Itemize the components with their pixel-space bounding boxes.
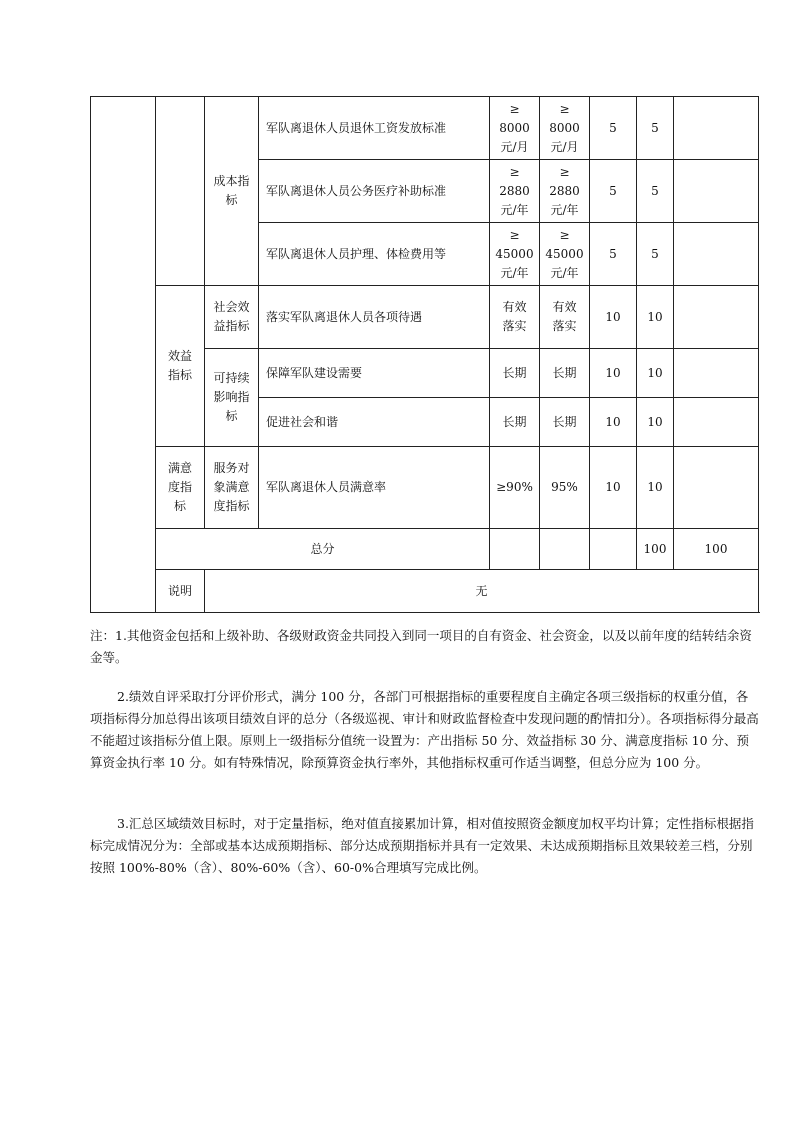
remark-cell	[674, 160, 759, 223]
score-value: 5	[637, 97, 674, 160]
explanation-value: 无	[205, 570, 759, 613]
level2-cell-empty	[156, 97, 205, 286]
annual-target: 长期	[490, 349, 540, 398]
note-3-text: 3.汇总区域绩效目标时，对于定量指标，绝对值直接累加计算，相对值按照资金额度加权平均计算；定性指标根据指标完成情况分为：全部或基本达成预期指标、部分达成预期指标并具有一定效果、未达成预期指标且效果较差三档，分别按照 100%-80%（含）、80%-60%（含）、60-0%合理填写完成比例。	[90, 816, 754, 875]
actual-value: 有效 落实	[540, 286, 590, 349]
indicator-name: 军队离退休人员公务医疗补助标准	[259, 160, 490, 223]
actual-value: 95%	[540, 447, 590, 529]
remark-cell	[674, 447, 759, 529]
total-empty-cell	[590, 529, 637, 570]
actual-value: ≥ 45000 元/年	[540, 223, 590, 286]
actual-value: 长期	[540, 349, 590, 398]
level3-sustainable-impact-indicator: 可持续 影响指 标	[205, 349, 259, 447]
annual-target: ≥ 45000 元/年	[490, 223, 540, 286]
annual-target: 长期	[490, 398, 540, 447]
actual-value: ≥ 2880 元/年	[540, 160, 590, 223]
note-3	[90, 813, 760, 879]
score-value: 5	[637, 160, 674, 223]
annual-target: ≥90%	[490, 447, 540, 529]
remark-cell	[674, 223, 759, 286]
total-label: 总分	[156, 529, 490, 570]
indicator-name: 军队离退休人员满意率	[259, 447, 490, 529]
weight-value: 10	[590, 398, 637, 447]
explanation-row	[91, 570, 759, 613]
weight-value: 10	[590, 349, 637, 398]
annual-target: ≥ 2880 元/年	[490, 160, 540, 223]
remark-cell	[674, 349, 759, 398]
total-row	[91, 529, 759, 570]
weight-value: 5	[590, 160, 637, 223]
score-value: 10	[637, 286, 674, 349]
indicator-name: 促进社会和谐	[259, 398, 490, 447]
score-value: 10	[637, 398, 674, 447]
annual-target: 有效 落实	[490, 286, 540, 349]
score-value: 5	[637, 223, 674, 286]
note-2-text: 2.绩效自评采取打分评价形式，满分 100 分，各部门可根据指标的重要程度自主确定各项三级指标的权重分值，各项指标得分加总得出该项目绩效自评的总分（各级巡视、审计和财政监督检查中发现问题的酌情扣分）。各项指标得分最高不能超过该指标分值上限。原则上一级指标分值统一设置为：产出指标 50 分、效益指标 30 分、满意度指标 10 分、预算资金执行率 10 分。如有特殊情况，除预算资金执行率外，其他指标权重可作适当调整，但总分应为 100 分。	[90, 689, 759, 770]
level2-benefit-indicator: 效益 指标	[156, 286, 205, 447]
level3-cost-indicator: 成本指 标	[205, 97, 259, 286]
level3-social-benefit-indicator: 社会效 益指标	[205, 286, 259, 349]
indicator-name: 落实军队离退休人员各项待遇	[259, 286, 490, 349]
note-2	[90, 686, 760, 774]
remark-cell	[674, 286, 759, 349]
total-weight: 100	[637, 529, 674, 570]
remark-cell	[674, 398, 759, 447]
table-row	[91, 97, 759, 160]
indicator-name: 军队离退休人员护理、体检费用等	[259, 223, 490, 286]
remark-cell	[674, 97, 759, 160]
actual-value: 长期	[540, 398, 590, 447]
total-empty-cell	[540, 529, 590, 570]
level3-service-satisfaction-indicator: 服务对 象满意 度指标	[205, 447, 259, 529]
actual-value: ≥ 8000 元/月	[540, 97, 590, 160]
total-empty-cell	[490, 529, 540, 570]
indicator-name: 军队离退休人员退休工资发放标准	[259, 97, 490, 160]
weight-value: 5	[590, 223, 637, 286]
performance-indicator-table	[90, 96, 759, 613]
weight-value: 10	[590, 286, 637, 349]
score-value: 10	[637, 349, 674, 398]
note-1-text: 注：1.其他资金包括和上级补助、各级财政资金共同投入到同一项目的自有资金、社会资金，以及以前年度的结转结余资金等。	[90, 628, 752, 665]
level1-cell-empty	[91, 97, 156, 613]
level2-satisfaction-indicator: 满意 度指 标	[156, 447, 205, 529]
annual-target: ≥ 8000 元/月	[490, 97, 540, 160]
note-1	[90, 625, 760, 669]
weight-value: 10	[590, 447, 637, 529]
table-row	[91, 447, 759, 529]
explanation-label: 说明	[156, 570, 205, 613]
weight-value: 5	[590, 97, 637, 160]
score-value: 10	[637, 447, 674, 529]
total-score: 100	[674, 529, 759, 570]
indicator-name: 保障军队建设需要	[259, 349, 490, 398]
table-row	[91, 286, 759, 349]
